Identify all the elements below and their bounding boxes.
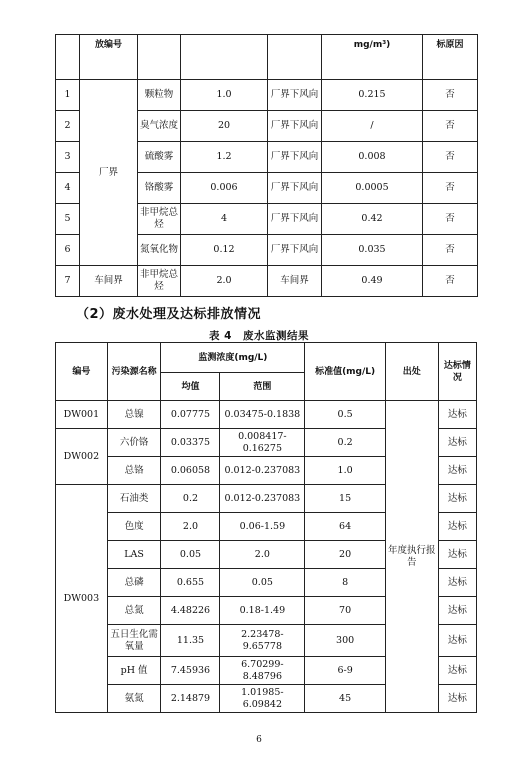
wastewater-monitoring-table <box>55 342 477 713</box>
outlet-id: DW003 <box>56 485 108 713</box>
table-row: 6 氮氧化物 0.12 厂界下风向 0.035 否 <box>56 235 478 266</box>
header-standard: 标准值(mg/L) <box>305 343 386 401</box>
header-range: 范围 <box>220 373 305 401</box>
table-row: 2 臭气浓度 20 厂界下风向 / 否 <box>56 111 478 142</box>
table-row: DW003 石油类 0.2 0.012-0.237083 15 达标 <box>56 485 477 513</box>
source-cell: 年度执行报告 <box>385 401 438 713</box>
header-mean: 均值 <box>161 373 220 401</box>
table-row: 总磷 0.655 0.05 8 达标 <box>56 569 477 597</box>
table-row: 4 铬酸雾 0.006 厂界下风向 0.0005 否 <box>56 173 478 204</box>
table-row: 总铬 0.06058 0.012-0.237083 1.0 达标 <box>56 457 477 485</box>
header-source: 出处 <box>385 343 438 401</box>
header-exceed-reason: 标原因 <box>423 35 478 80</box>
table-row: 3 硫酸雾 1.2 厂界下风向 0.008 否 <box>56 142 478 173</box>
table-row: 7 车间界 非甲烷总烃 2.0 车间界 0.49 否 <box>56 266 478 297</box>
header-outlet-no: 放编号 <box>80 35 138 80</box>
table-caption: 表 4 废水监测结果 <box>209 330 309 342</box>
table-row: 五日生化需氧量 11.35 2.23478-9.65778 300 达标 <box>56 625 477 657</box>
table-row: pH 值 7.45936 6.70299-8.48796 6-9 达标 <box>56 657 477 685</box>
exhaust-monitoring-table <box>55 34 478 297</box>
section-heading: （2）废水处理及达标排放情况 <box>76 307 262 322</box>
header-id: 编号 <box>56 343 108 401</box>
table-header-row <box>56 35 478 80</box>
header-concentration: 监测浓度(mg/L) <box>161 343 305 373</box>
outlet-id: DW001 <box>56 401 108 429</box>
table-row: 1 厂界 颗粒物 1.0 厂界下风向 0.215 否 <box>56 80 478 111</box>
group-workshop-boundary: 车间界 <box>80 266 138 297</box>
page-number: 6 <box>256 735 262 745</box>
table-row: LAS 0.05 2.0 20 达标 <box>56 541 477 569</box>
table-row: DW001 总镍 0.07775 0.03475-0.1838 0.5 年度执行报告 达标 <box>56 401 477 429</box>
outlet-id: DW002 <box>56 429 108 485</box>
header-unit: mg/m³) <box>322 35 423 80</box>
header-pollutant: 污染源名称 <box>107 343 161 401</box>
table-row: 总氮 4.48226 0.18-1.49 70 达标 <box>56 597 477 625</box>
group-factory-boundary: 厂界 <box>80 80 138 266</box>
table-header-row <box>56 343 477 373</box>
table-row: 氨氮 2.14879 1.01985-6.09842 45 达标 <box>56 685 477 713</box>
table-row: DW002 六价铬 0.03375 0.008417-0.16275 0.2 达标 <box>56 429 477 457</box>
table-row: 5 非甲烷总烃 4 厂界下风向 0.42 否 <box>56 204 478 235</box>
header-compliance: 达标情况 <box>438 343 476 401</box>
table-row: 色度 2.0 0.06-1.59 64 达标 <box>56 513 477 541</box>
